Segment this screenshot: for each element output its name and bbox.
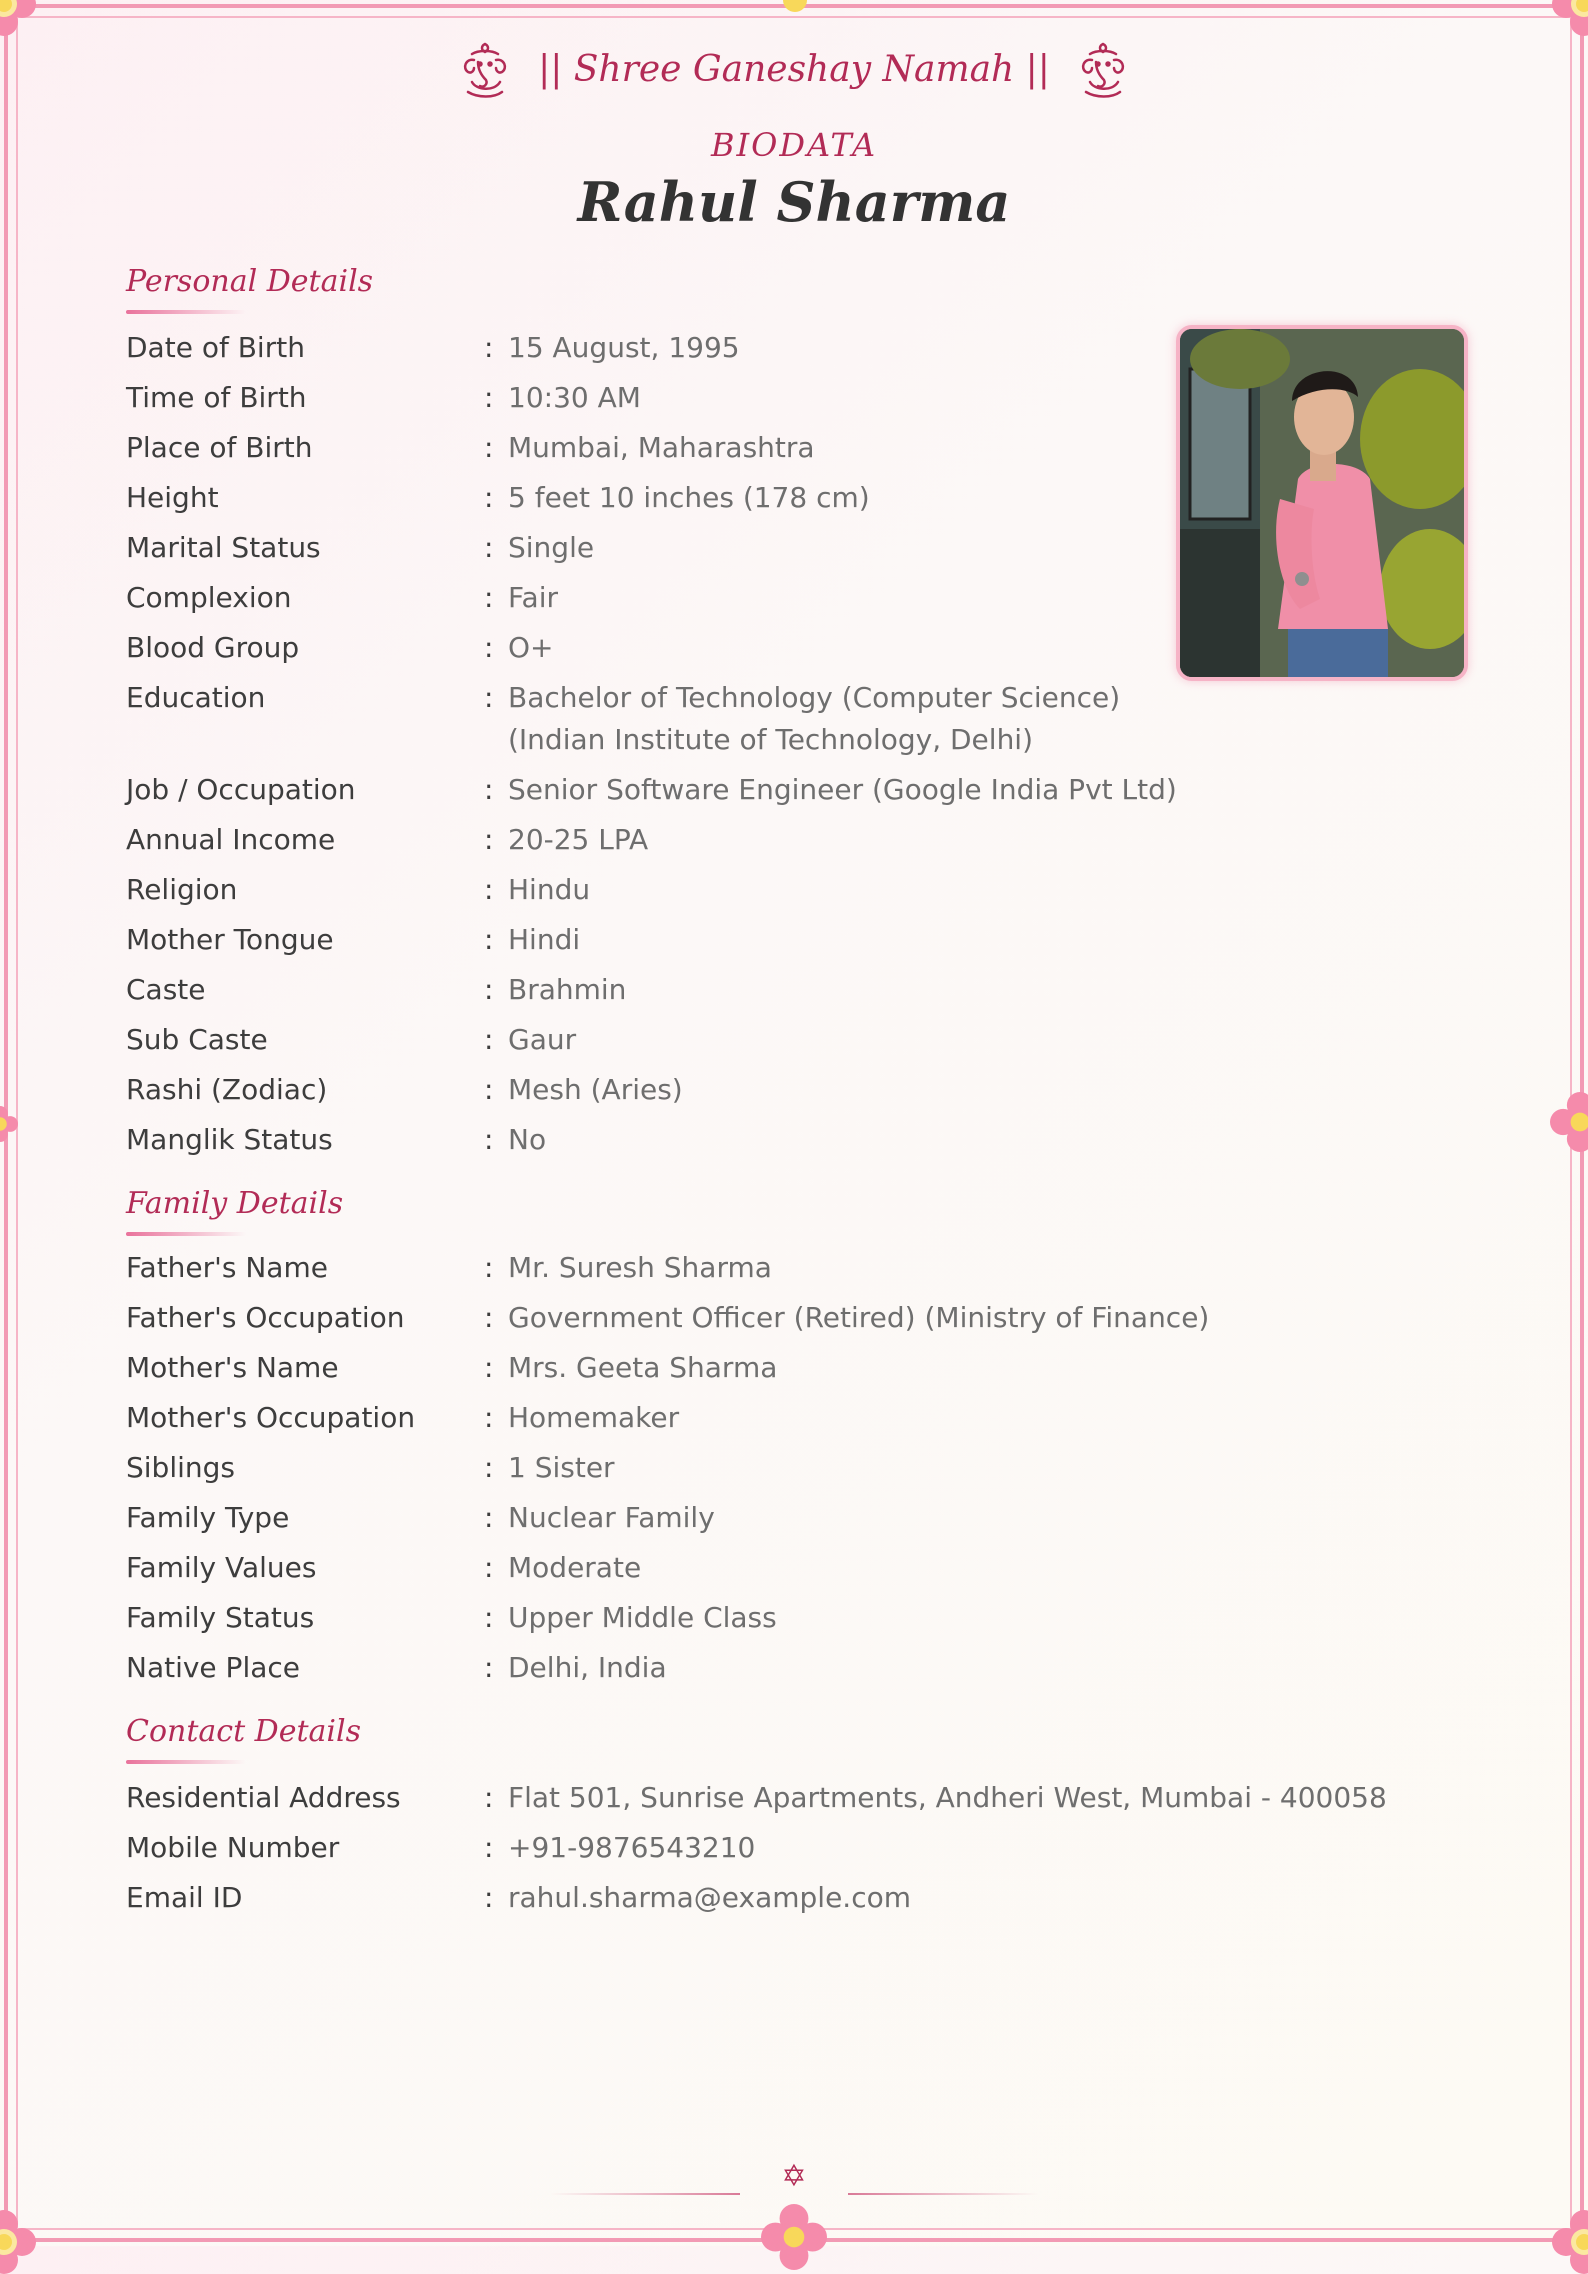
corner-flower-icon xyxy=(1552,0,1588,36)
separator: : xyxy=(484,631,494,664)
detail-value xyxy=(508,677,1120,761)
separator: : xyxy=(484,873,494,906)
detail-value: Upper Middle Class xyxy=(508,1601,777,1634)
family-details-list xyxy=(126,1243,1209,1693)
side-flower-icon xyxy=(1550,1092,1588,1152)
bottom-flower-icon xyxy=(761,2204,827,2270)
detail-value: Single xyxy=(508,531,595,564)
section-title-personal: Personal Details xyxy=(126,264,374,299)
detail-value: Mr. Suresh Sharma xyxy=(508,1251,772,1284)
corner-flower-icon xyxy=(1552,2210,1588,2274)
detail-value: Mrs. Geeta Sharma xyxy=(508,1351,778,1384)
detail-row-mother-tongue xyxy=(126,915,1177,965)
detail-row-fathers-occupation xyxy=(126,1293,1209,1343)
education-institute: (Indian Institute of Technology, Delhi) xyxy=(508,723,1034,756)
detail-row-occupation xyxy=(126,765,1177,815)
detail-label: Siblings xyxy=(126,1451,235,1484)
separator: : xyxy=(484,431,494,464)
footer-ornament xyxy=(0,2158,1588,2198)
detail-row-mobile xyxy=(126,1823,1387,1873)
detail-label: Residential Address xyxy=(126,1781,401,1814)
detail-value: O+ xyxy=(508,631,554,664)
separator: : xyxy=(484,1301,494,1334)
detail-row-family-values xyxy=(126,1543,1209,1593)
detail-value: Hindu xyxy=(508,873,591,906)
separator: : xyxy=(484,773,494,806)
separator: : xyxy=(484,1023,494,1056)
separator: : xyxy=(484,823,494,856)
detail-label: Family Status xyxy=(126,1601,315,1634)
detail-row-height xyxy=(126,473,1177,523)
floral-motif-icon: ✡ xyxy=(781,2159,807,2194)
separator: : xyxy=(484,1351,494,1384)
detail-row-address xyxy=(126,1773,1387,1823)
detail-label: Father's Occupation xyxy=(126,1301,405,1334)
section-title-contact: Contact Details xyxy=(126,1714,362,1749)
detail-label: Father's Name xyxy=(126,1251,328,1284)
separator: : xyxy=(484,681,494,714)
separator: : xyxy=(484,1831,494,1864)
detail-row-blood-group xyxy=(126,623,1177,673)
detail-label: Annual Income xyxy=(126,823,336,856)
detail-value: 5 feet 10 inches (178 cm) xyxy=(508,481,870,514)
separator: : xyxy=(484,331,494,364)
separator: : xyxy=(484,1123,494,1156)
separator: : xyxy=(484,481,494,514)
contact-details-list xyxy=(126,1773,1387,1923)
ganesha-icon xyxy=(1076,38,1130,100)
separator: : xyxy=(484,923,494,956)
separator: : xyxy=(484,1601,494,1634)
detail-label: Religion xyxy=(126,873,238,906)
invocation-line xyxy=(458,38,1130,100)
ganesha-icon xyxy=(458,38,512,100)
detail-row-native-place xyxy=(126,1643,1209,1693)
detail-row-complexion xyxy=(126,573,1177,623)
detail-value: +91-9876543210 xyxy=(508,1831,756,1864)
detail-label: Family Type xyxy=(126,1501,290,1534)
corner-flower-icon xyxy=(0,2210,36,2274)
detail-value: No xyxy=(508,1123,547,1156)
detail-row-time-of-birth xyxy=(126,373,1177,423)
detail-row-annual-income xyxy=(126,815,1177,865)
separator: : xyxy=(484,531,494,564)
detail-value: 10:30 AM xyxy=(508,381,641,414)
biodata-label: BIODATA xyxy=(710,126,878,164)
detail-value: Gaur xyxy=(508,1023,577,1056)
education-degree: Bachelor of Technology (Computer Science) xyxy=(508,681,1121,714)
profile-photo-image xyxy=(1180,329,1464,677)
detail-value: Hindi xyxy=(508,923,581,956)
separator: : xyxy=(484,1451,494,1484)
detail-label: Mother's Name xyxy=(126,1351,339,1384)
detail-label: Time of Birth xyxy=(126,381,307,414)
profile-photo xyxy=(1176,325,1468,681)
footer-divider-left xyxy=(550,2193,740,2195)
detail-row-education xyxy=(126,677,1177,761)
separator: : xyxy=(484,1401,494,1434)
side-flower-icon xyxy=(0,1106,18,1142)
detail-row-siblings xyxy=(126,1443,1209,1493)
detail-row-family-type xyxy=(126,1493,1209,1543)
detail-label: Caste xyxy=(126,973,206,1006)
detail-value: Senior Software Engineer (Google India Pvt Ltd) xyxy=(508,773,1177,806)
detail-label: Marital Status xyxy=(126,531,321,564)
separator: : xyxy=(484,1881,494,1914)
detail-value: Mesh (Aries) xyxy=(508,1073,683,1106)
separator: : xyxy=(484,1781,494,1814)
detail-row-place-of-birth xyxy=(126,423,1177,473)
detail-label: Complexion xyxy=(126,581,292,614)
detail-row-rashi xyxy=(126,1065,1177,1115)
separator: : xyxy=(484,381,494,414)
detail-value: Government Officer (Retired) (Ministry of Finance) xyxy=(508,1301,1210,1334)
candidate-name: Rahul Sharma xyxy=(577,170,1011,234)
detail-value: 1 Sister xyxy=(508,1451,615,1484)
detail-label: Email ID xyxy=(126,1881,243,1914)
invocation-text: || Shree Ganeshay Namah || xyxy=(538,48,1050,90)
detail-value: Delhi, India xyxy=(508,1651,667,1684)
detail-row-date-of-birth xyxy=(126,323,1177,373)
detail-row-family-status xyxy=(126,1593,1209,1643)
detail-label: Place of Birth xyxy=(126,431,313,464)
footer-divider-right xyxy=(848,2193,1038,2195)
detail-value: 20-25 LPA xyxy=(508,823,649,856)
detail-row-marital-status xyxy=(126,523,1177,573)
separator: : xyxy=(484,1073,494,1106)
detail-row-religion xyxy=(126,865,1177,915)
detail-row-manglik-status xyxy=(126,1115,1177,1165)
separator: : xyxy=(484,1651,494,1684)
detail-value: Homemaker xyxy=(508,1401,680,1434)
detail-value: Fair xyxy=(508,581,558,614)
detail-label: Manglik Status xyxy=(126,1123,333,1156)
detail-value: Brahmin xyxy=(508,973,627,1006)
detail-label: Height xyxy=(126,481,219,514)
separator: : xyxy=(484,581,494,614)
detail-label: Family Values xyxy=(126,1551,317,1584)
detail-row-mothers-name xyxy=(126,1343,1209,1393)
detail-row-sub-caste xyxy=(126,1015,1177,1065)
detail-label: Education xyxy=(126,681,266,714)
detail-label: Mobile Number xyxy=(126,1831,340,1864)
separator: : xyxy=(484,973,494,1006)
detail-value: Nuclear Family xyxy=(508,1501,715,1534)
detail-value: Moderate xyxy=(508,1551,642,1584)
detail-label: Mother's Occupation xyxy=(126,1401,416,1434)
detail-label: Date of Birth xyxy=(126,331,305,364)
separator: : xyxy=(484,1501,494,1534)
detail-row-email xyxy=(126,1873,1387,1923)
detail-row-mothers-occupation xyxy=(126,1393,1209,1443)
detail-label: Mother Tongue xyxy=(126,923,334,956)
detail-value: rahul.sharma@example.com xyxy=(508,1881,912,1914)
detail-label: Native Place xyxy=(126,1651,301,1684)
personal-details-list xyxy=(126,323,1177,1165)
detail-value: Mumbai, Maharashtra xyxy=(508,431,815,464)
separator: : xyxy=(484,1251,494,1284)
detail-row-fathers-name xyxy=(126,1243,1209,1293)
detail-label: Sub Caste xyxy=(126,1023,268,1056)
detail-row-caste xyxy=(126,965,1177,1015)
detail-label: Blood Group xyxy=(126,631,300,664)
section-title-family: Family Details xyxy=(126,1186,344,1221)
detail-label: Rashi (Zodiac) xyxy=(126,1073,328,1106)
biodata-header xyxy=(0,38,1588,234)
detail-value: Flat 501, Sunrise Apartments, Andheri West, Mumbai - 400058 xyxy=(508,1781,1387,1814)
detail-value: 15 August, 1995 xyxy=(508,331,740,364)
separator: : xyxy=(484,1551,494,1584)
detail-label: Job / Occupation xyxy=(126,773,356,806)
corner-flower-icon xyxy=(0,0,36,36)
